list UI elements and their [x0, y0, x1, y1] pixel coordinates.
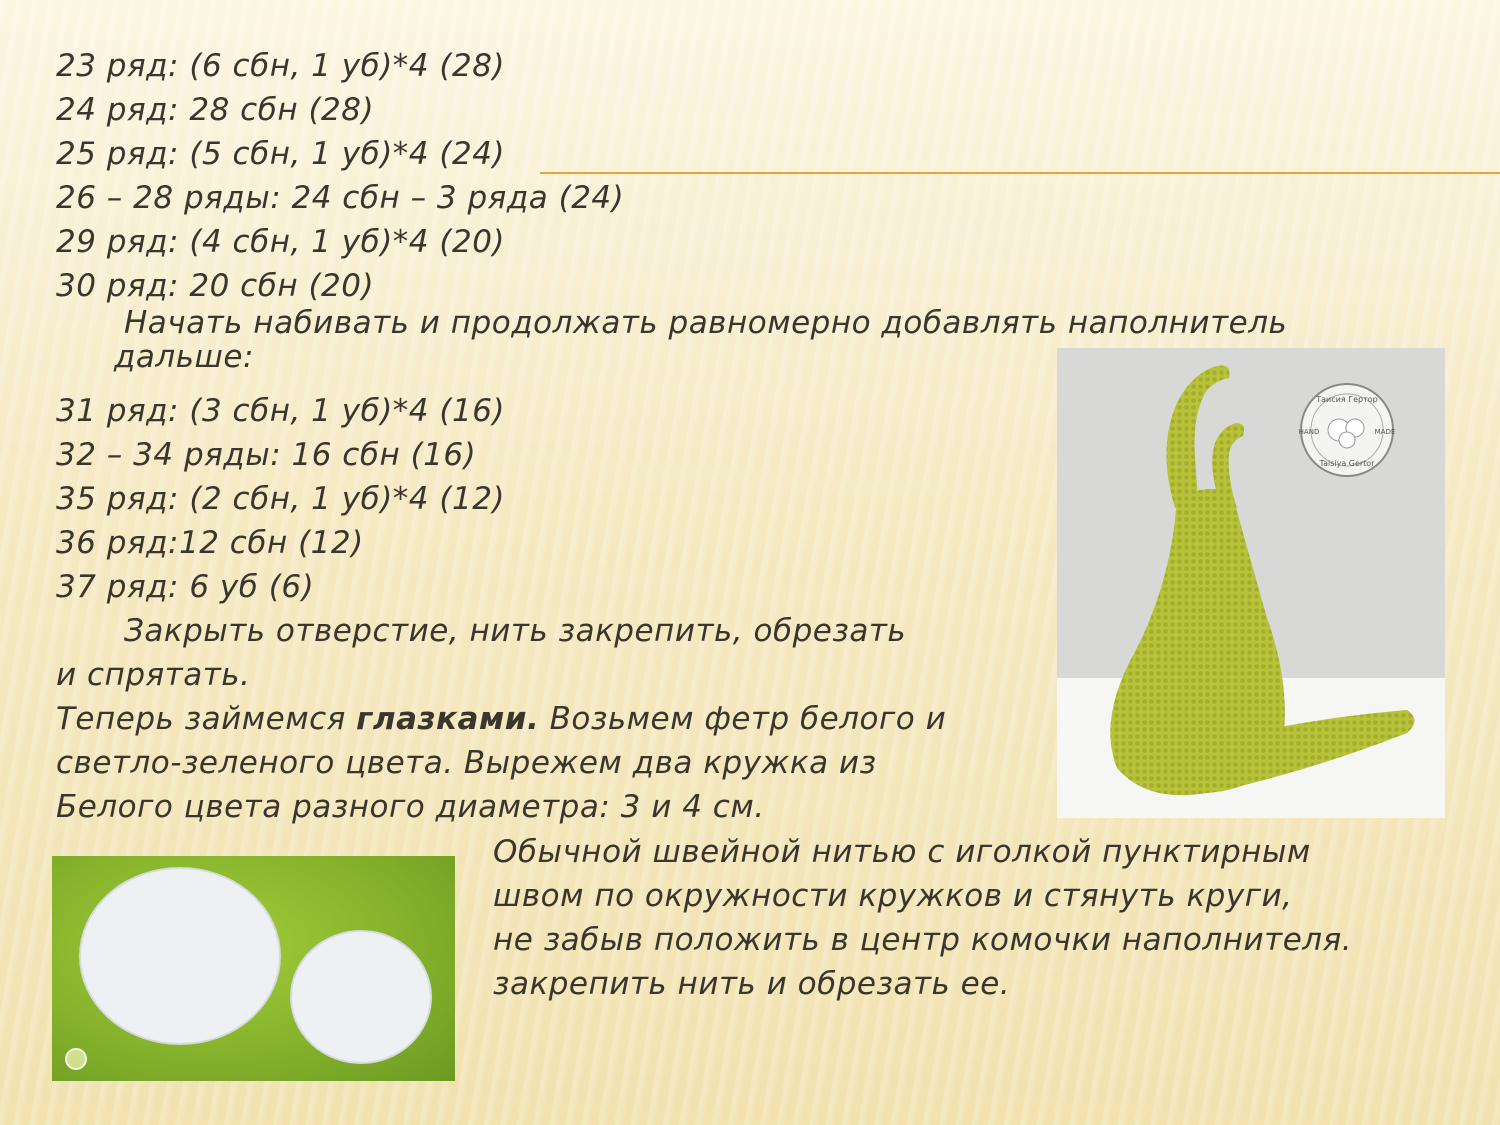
sewing-instructions	[493, 830, 1453, 1006]
logo-top-text: Таисия Гертор	[1316, 395, 1378, 404]
row-32-34: 32 – 34 ряды: 16 сбн (16)	[56, 437, 477, 473]
snail-photo	[1057, 348, 1445, 818]
eyes-bold: глазками.	[356, 701, 540, 737]
row-36: 36 ряд:12 сбн (12)	[56, 525, 364, 561]
felt-logo-icon	[66, 1049, 86, 1069]
closing-line2: и спрятать.	[56, 657, 251, 693]
eyes-line2: светло-зеленого цвета. Вырежем два кружка из	[56, 745, 877, 781]
logo-left-text: HAND	[1298, 428, 1320, 436]
stuffing-note-line1: Начать набивать и продолжать равномерно добавлять наполнитель	[124, 305, 1288, 341]
felt-circles-photo	[52, 856, 455, 1081]
row-30: 30 ряд: 20 сбн (20)	[56, 268, 375, 304]
row-37: 37 ряд: 6 уб (6)	[56, 569, 315, 605]
closing-line1: Закрыть отверстие, нить закрепить, обрезать	[124, 613, 907, 649]
sewing-line2: швом по окружности кружков и стянуть круги,	[493, 878, 1293, 914]
sewing-line4: закрепить нить и обрезать ее.	[493, 966, 1011, 1002]
row-23: 23 ряд: (6 сбн, 1 уб)*4 (28)	[56, 48, 506, 84]
sewing-line3: не забыв положить в центр комочки наполнителя.	[493, 922, 1353, 958]
sewing-line1: Обычной швейной нитью с иголкой пунктирным	[493, 834, 1311, 870]
felt-circles-image	[52, 856, 455, 1081]
row-26-28: 26 – 28 ряды: 24 сбн – 3 ряда (24)	[56, 180, 625, 216]
row-25: 25 ряд: (5 сбн, 1 уб)*4 (24)	[56, 136, 506, 172]
eyes-line3: Белого цвета разного диаметра: 3 и 4 см.	[56, 789, 765, 825]
row-35: 35 ряд: (2 сбн, 1 уб)*4 (12)	[56, 481, 506, 517]
stuffing-note-line2: дальше:	[114, 339, 254, 375]
eyes-prefix: Теперь займемся	[56, 701, 357, 737]
row-29: 29 ряд: (4 сбн, 1 уб)*4 (20)	[56, 224, 506, 260]
eyes-suffix: Возьмем фетр белого и	[539, 701, 947, 737]
row-24: 24 ряд: 28 сбн (28)	[56, 92, 375, 128]
logo-right-text: MADE	[1374, 428, 1396, 436]
row-31: 31 ряд: (3 сбн, 1 уб)*4 (16)	[56, 393, 506, 429]
pattern-rows	[56, 44, 1376, 308]
snail-image	[1057, 348, 1445, 818]
logo-bottom-text: Taisiya Gertor	[1319, 459, 1375, 468]
